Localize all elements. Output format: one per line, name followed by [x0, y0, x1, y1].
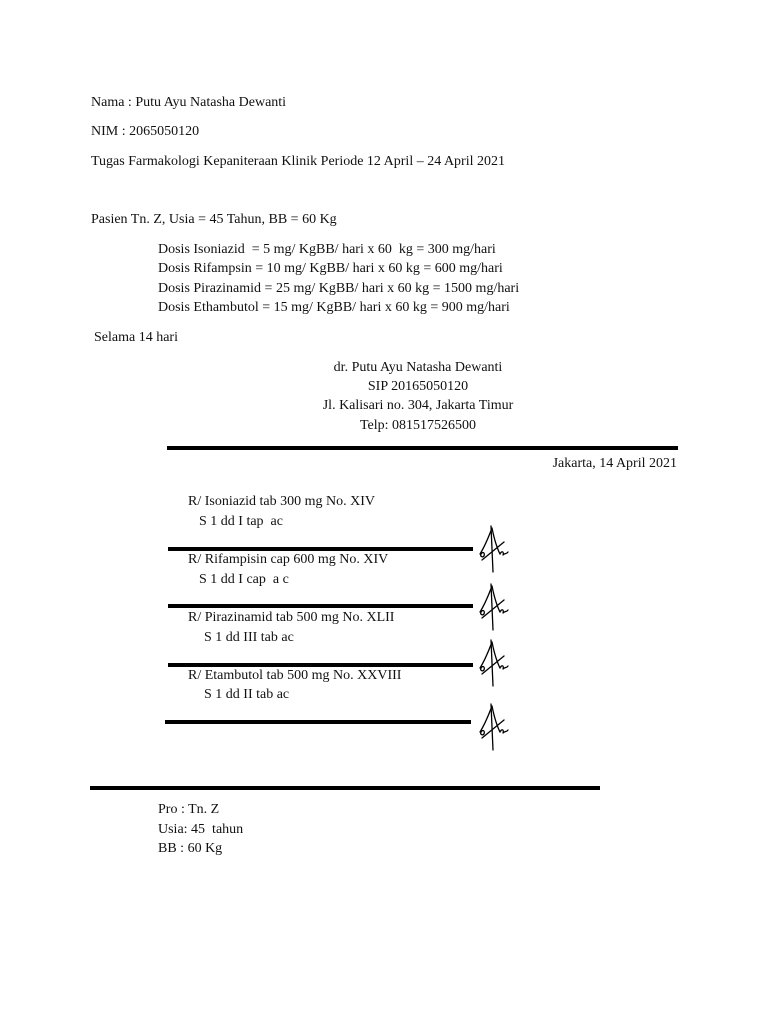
- handwritten-signature-icon: [477, 524, 509, 574]
- rx-etambutol: R/ Etambutol tab 500 mg No. XXVIII: [188, 668, 402, 683]
- doctor-phone: Telp: 081517526500: [359, 418, 477, 433]
- pro-weight: BB : 60 Kg: [158, 841, 223, 856]
- rx-isoniazid-signa: S 1 dd I tap ac: [199, 514, 283, 529]
- handwritten-signature-icon: [477, 702, 509, 752]
- dosage-ethambutol: Dosis Ethambutol = 15 mg/ KgBB/ hari x 60 kg = 900 mg/hari: [158, 300, 510, 315]
- duration-text: Selama 14 hari: [94, 330, 178, 345]
- dosage-isoniazid: Dosis Isoniazid = 5 mg/ KgBB/ hari x 60 kg = 300 mg/hari: [158, 242, 496, 257]
- doctor-name: dr. Putu Ayu Natasha Dewanti: [333, 360, 503, 375]
- rx-divider: [168, 604, 473, 608]
- doctor-sip: SIP 20165050120: [367, 379, 469, 394]
- handwritten-signature-icon: [477, 582, 509, 632]
- place-date: Jakarta, 14 April 2021: [552, 456, 677, 471]
- rx-isoniazid: R/ Isoniazid tab 300 mg No. XIV: [188, 494, 376, 509]
- dosage-pirazinamid: Dosis Pirazinamid = 25 mg/ KgBB/ hari x 60 kg = 1500 mg/hari: [158, 281, 520, 296]
- student-name: Nama : Putu Ayu Natasha Dewanti: [91, 95, 287, 110]
- rx-divider: [165, 720, 471, 724]
- footer-divider: [90, 786, 600, 790]
- assignment-title: Tugas Farmakologi Kepaniteraan Klinik Periode 12 April – 24 April 2021: [91, 154, 505, 169]
- student-nim: NIM : 2065050120: [91, 124, 200, 139]
- rx-pirazinamid: R/ Pirazinamid tab 500 mg No. XLII: [188, 610, 395, 625]
- pro-age: Usia: 45 tahun: [158, 822, 244, 837]
- rx-rifampisin-signa: S 1 dd I cap a c: [199, 572, 289, 587]
- header-divider: [167, 446, 678, 450]
- patient-info: Pasien Tn. Z, Usia = 45 Tahun, BB = 60 Kg: [91, 212, 337, 227]
- doctor-address: Jl. Kalisari no. 304, Jakarta Timur: [322, 398, 514, 413]
- rx-pirazinamid-signa: S 1 dd III tab ac: [204, 630, 294, 645]
- rx-divider: [168, 547, 473, 551]
- rx-rifampisin: R/ Rifampisin cap 600 mg No. XIV: [188, 552, 389, 567]
- rx-divider: [168, 663, 473, 667]
- rx-etambutol-signa: S 1 dd II tab ac: [204, 687, 290, 702]
- handwritten-signature-icon: [477, 638, 509, 688]
- dosage-rifampsin: Dosis Rifampsin = 10 mg/ KgBB/ hari x 60 kg = 600 mg/hari: [158, 261, 503, 276]
- pro-name: Pro : Tn. Z: [158, 802, 220, 817]
